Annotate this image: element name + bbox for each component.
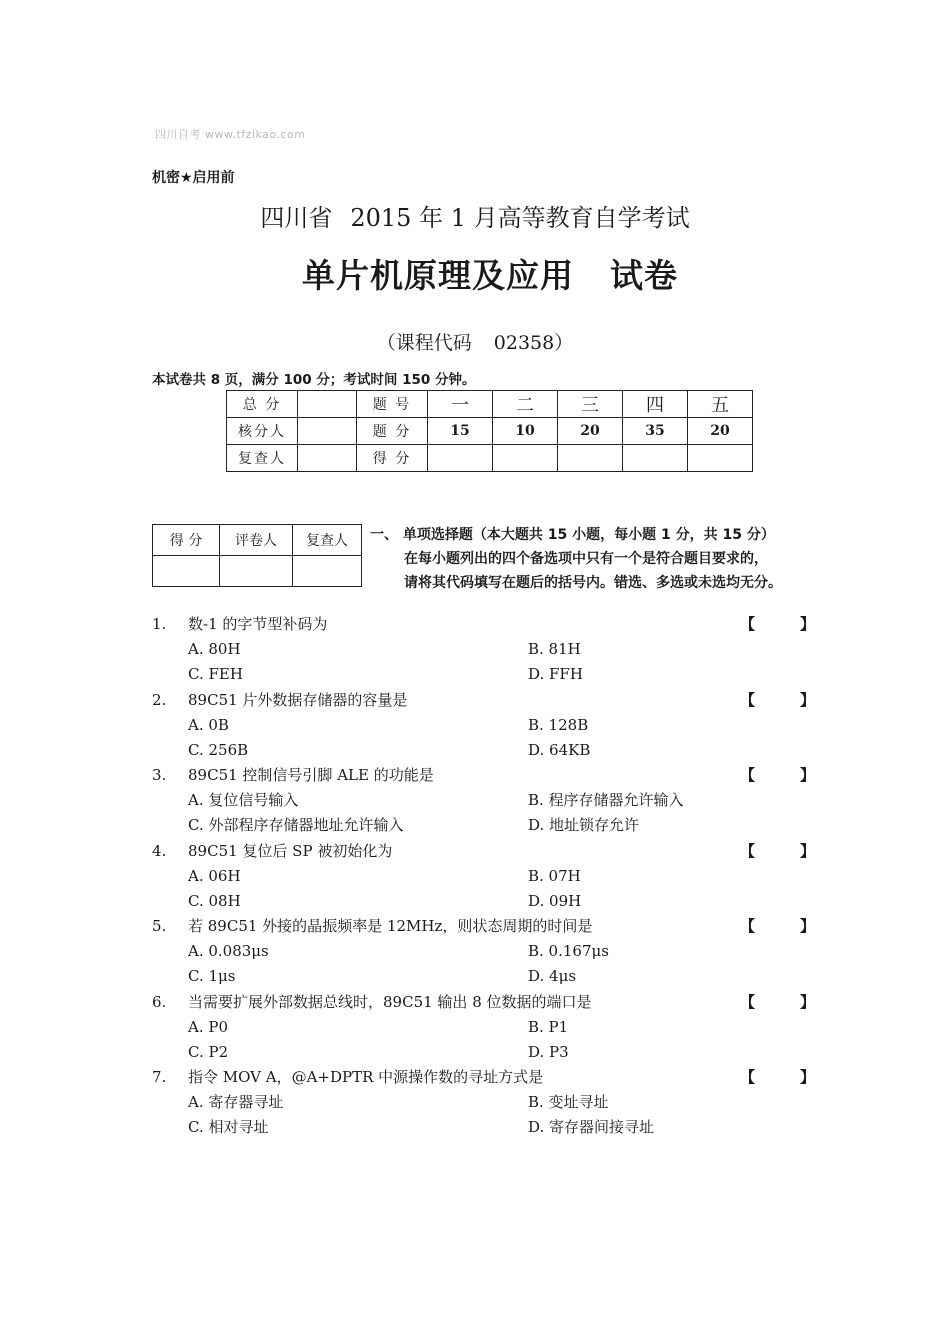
score-table-row (227, 391, 753, 418)
exam-title-date: 2015 年 1 月高等教育自学考试 (350, 204, 690, 232)
exam-title (0, 198, 950, 233)
option-a: A. 06H (188, 866, 241, 885)
question-number: 4. (152, 841, 167, 860)
answer-bracket-right[interactable]: 】 (800, 917, 816, 935)
option-b: B. 0.167μs (528, 942, 609, 960)
section-label: 四 (623, 391, 688, 418)
option-a: A. 复位信号输入 (188, 791, 299, 809)
grader-reviewer-cell (293, 556, 362, 587)
question-number: 2. (152, 690, 167, 709)
checker-cell (298, 418, 357, 445)
option-b: B. 变址寻址 (528, 1093, 609, 1111)
question-stem: 89C51 控制信号引脚 ALE 的功能是 (188, 766, 434, 784)
question-number: 3. (152, 766, 167, 784)
grader-label: 评卷人 (220, 525, 293, 556)
option-a: A. 0.083μs (188, 942, 269, 960)
answer-bracket-right[interactable]: 】 (800, 1068, 816, 1086)
grader-score-cell (153, 556, 220, 587)
section-label: 二 (493, 391, 558, 418)
question-stem: 89C51 片外数据存储器的容量是 (188, 690, 408, 709)
secret-label: 机密★启用前 (152, 170, 235, 186)
option-b: B. 程序存储器允许输入 (528, 791, 684, 809)
option-c: C. 外部程序存储器地址允许输入 (188, 816, 404, 834)
total-label: 总 分 (227, 391, 298, 418)
section-title: 一、 单项选择题（本大题共 15 小题，每小题 1 分，共 15 分） (370, 527, 775, 543)
section-label: 三 (558, 391, 623, 418)
score-label: 得 分 (357, 445, 428, 472)
option-c: C. FEH (188, 665, 243, 683)
option-b: B. 81H (528, 640, 581, 658)
score-table-row (227, 418, 753, 445)
answer-bracket-left[interactable]: 【 (740, 615, 756, 633)
question-number: 5. (152, 917, 167, 935)
section-points: 15 (428, 418, 493, 445)
option-b: B. 07H (528, 866, 581, 885)
option-d: D. 寄存器间接寻址 (528, 1118, 655, 1136)
question-stem: 若 89C51 外接的晶振频率是 12MHz，则状态周期的时间是 (188, 917, 593, 935)
section-score-cell (493, 445, 558, 472)
question-stem: 89C51 复位后 SP 被初始化为 (188, 841, 393, 860)
course-code-value: 02358） (493, 332, 574, 354)
option-d: D. 64KB (528, 740, 591, 759)
option-b: B. P1 (528, 1017, 569, 1036)
grader-row (153, 556, 362, 587)
answer-bracket-left[interactable]: 【 (740, 992, 756, 1011)
section-instruction: 在每小题列出的四个备选项中只有一个是符合题目要求的， (404, 551, 768, 567)
grader-reviewer-label: 复查人 (293, 525, 362, 556)
answer-bracket-left[interactable]: 【 (740, 917, 756, 935)
section-points: 35 (623, 418, 688, 445)
exam-info: 本试卷共 8 页，满分 100 分；考试时间 150 分钟。 (152, 372, 476, 388)
section-instruction: 请将其代码填写在题后的括号内。错选、多选或未选均无分。 (404, 575, 782, 591)
question-score-label: 题 分 (357, 418, 428, 445)
option-c: C. 256B (188, 740, 249, 759)
option-d: D. 09H (528, 891, 582, 910)
option-c: C. 08H (188, 891, 241, 910)
answer-bracket-right[interactable]: 】 (800, 615, 816, 633)
reviewer-label: 复查人 (227, 445, 298, 472)
option-c: C. 1μs (188, 967, 236, 985)
course-code (0, 328, 950, 355)
option-a: A. P0 (188, 1017, 229, 1036)
grader-table (152, 524, 362, 587)
paper-title-suffix: 试卷 (610, 256, 678, 295)
answer-bracket-right[interactable]: 】 (800, 841, 816, 860)
answer-bracket-right[interactable]: 】 (800, 690, 816, 709)
option-a: A. 80H (188, 640, 241, 658)
option-d: D. P3 (528, 1042, 569, 1061)
option-b: B. 128B (528, 715, 589, 734)
section-score-cell (428, 445, 493, 472)
question-no-label: 题 号 (357, 391, 428, 418)
grader-cell (220, 556, 293, 587)
section-score-cell (688, 445, 753, 472)
answer-bracket-left[interactable]: 【 (740, 1068, 756, 1086)
total-cell (298, 391, 357, 418)
question-stem: 数-1 的字节型补码为 (188, 615, 328, 633)
option-a: A. 0B (188, 715, 229, 734)
score-table (226, 390, 753, 472)
score-table-row (227, 445, 753, 472)
exam-title-province: 四川省 (260, 204, 333, 232)
answer-bracket-left[interactable]: 【 (740, 766, 756, 784)
option-a: A. 寄存器寻址 (188, 1093, 284, 1111)
section-points: 20 (558, 418, 623, 445)
grader-row (153, 525, 362, 556)
section-points: 20 (688, 418, 753, 445)
section-label: 五 (688, 391, 753, 418)
option-c: C. P2 (188, 1042, 229, 1061)
reviewer-cell (298, 445, 357, 472)
paper-title-subject: 单片机原理及应用 (302, 256, 574, 295)
answer-bracket-left[interactable]: 【 (740, 690, 756, 709)
option-d: D. FFH (528, 665, 583, 683)
question-number: 1. (152, 615, 167, 633)
option-d: D. 地址锁存允许 (528, 816, 640, 834)
grader-score-label: 得 分 (153, 525, 220, 556)
section-score-cell (558, 445, 623, 472)
question-number: 6. (152, 992, 167, 1011)
option-c: C. 相对寻址 (188, 1118, 269, 1136)
answer-bracket-right[interactable]: 】 (800, 766, 816, 784)
question-number: 7. (152, 1068, 167, 1086)
course-code-label: （课程代码 (376, 332, 472, 354)
option-d: D. 4μs (528, 967, 577, 985)
question-stem: 指令 MOV A，@A+DPTR 中源操作数的寻址方式是 (188, 1068, 544, 1086)
paper-title (0, 250, 950, 297)
section-label: 一 (428, 391, 493, 418)
watermark: 四川自考 www.tfzikao.com (155, 128, 306, 141)
section-score-cell (623, 445, 688, 472)
answer-bracket-right[interactable]: 】 (800, 992, 816, 1011)
checker-label: 核分人 (227, 418, 298, 445)
section-points: 10 (493, 418, 558, 445)
section-heading (370, 523, 782, 595)
question-stem: 当需要扩展外部数据总线时，89C51 输出 8 位数据的端口是 (188, 992, 592, 1011)
answer-bracket-left[interactable]: 【 (740, 841, 756, 860)
